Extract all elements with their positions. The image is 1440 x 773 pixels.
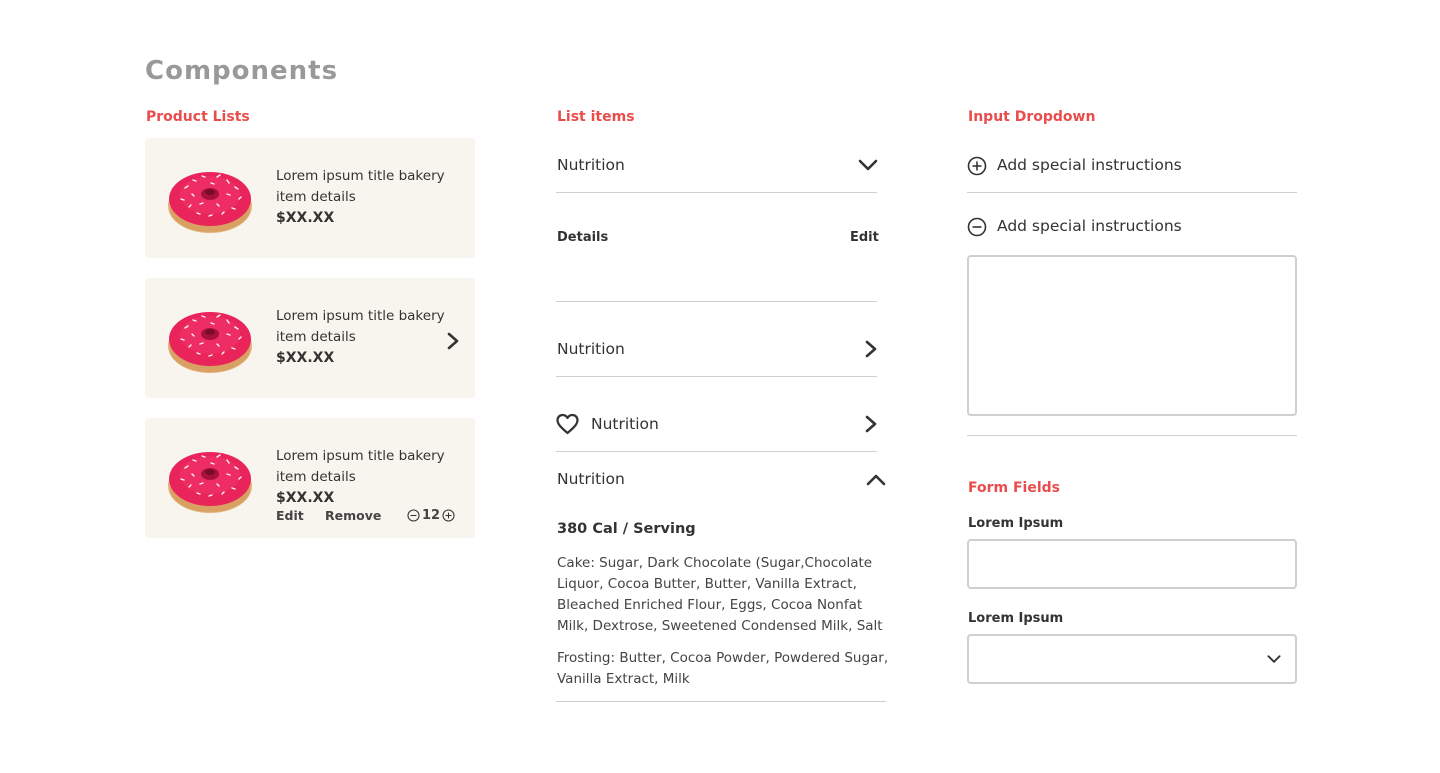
- divider: [967, 435, 1297, 436]
- list-item-nutrition-expanded[interactable]: Nutrition: [557, 470, 625, 488]
- product-price: $XX.XX: [276, 350, 335, 366]
- plus-circle-icon[interactable]: [967, 156, 987, 176]
- chevron-down-icon: [1267, 653, 1281, 665]
- form-field-label: Lorem Ipsum: [968, 516, 1064, 531]
- product-card[interactable]: [145, 138, 475, 258]
- divider: [556, 301, 877, 302]
- form-field-label: Lorem Ipsum: [968, 611, 1064, 626]
- chevron-up-icon[interactable]: [866, 473, 886, 487]
- product-title: Lorem ipsum title bakery item details: [276, 448, 445, 485]
- divider: [556, 192, 877, 193]
- list-item-nutrition-favorite[interactable]: Nutrition: [591, 415, 659, 433]
- product-price: $XX.XX: [276, 490, 335, 506]
- details-label: Details: [557, 230, 609, 245]
- list-item-nutrition-collapsed[interactable]: Nutrition: [557, 156, 625, 174]
- special-instructions-textarea[interactable]: [967, 255, 1297, 416]
- product-card: [145, 418, 475, 538]
- divider: [556, 451, 877, 452]
- quantity-value: 12: [422, 508, 441, 523]
- section-label-product-lists: Product Lists: [146, 109, 250, 125]
- minus-circle-icon[interactable]: [407, 509, 420, 522]
- heart-icon[interactable]: [555, 413, 580, 435]
- product-card[interactable]: [145, 278, 475, 398]
- add-special-instructions-expanded[interactable]: Add special instructions: [997, 217, 1182, 235]
- edit-button[interactable]: Edit: [276, 508, 304, 523]
- page-title: Components: [145, 56, 339, 86]
- select-field[interactable]: [967, 634, 1297, 684]
- minus-circle-icon[interactable]: [967, 217, 987, 237]
- chevron-right-icon[interactable]: [863, 340, 879, 358]
- section-label-form-fields: Form Fields: [968, 480, 1060, 496]
- section-label-input-dropdown: Input Dropdown: [968, 109, 1096, 125]
- list-item-nutrition-link[interactable]: Nutrition: [557, 340, 625, 358]
- donut-image: [167, 164, 253, 234]
- remove-button[interactable]: Remove: [325, 508, 382, 523]
- product-price: $XX.XX: [276, 210, 335, 226]
- chevron-right-icon[interactable]: [445, 332, 461, 350]
- divider: [967, 192, 1297, 193]
- divider: [556, 376, 877, 377]
- product-title: Lorem ipsum title bakery item details: [276, 308, 445, 345]
- divider: [556, 701, 886, 702]
- details-edit-link[interactable]: Edit: [850, 230, 879, 245]
- text-input-field[interactable]: [967, 539, 1297, 589]
- cake-ingredients: Cake: Sugar, Dark Chocolate (Sugar,Chocolate Liquor, Cocoa Butter, Butter, Vanilla Extract, Bleached Enriched Flour, Eggs, Cocoa Nonfat Milk, Dextrose, Sweetened Condensed Milk, Salt: [557, 555, 883, 634]
- donut-image: [167, 444, 253, 514]
- plus-circle-icon[interactable]: [442, 509, 455, 522]
- donut-image: [167, 304, 253, 374]
- add-special-instructions-collapsed[interactable]: Add special instructions: [997, 156, 1182, 174]
- frosting-ingredients: Frosting: Butter, Cocoa Powder, Powdered Sugar, Vanilla Extract, Milk: [557, 650, 889, 687]
- quantity-stepper: [407, 508, 455, 523]
- calories-label: 380 Cal / Serving: [557, 521, 696, 537]
- chevron-right-icon[interactable]: [863, 415, 879, 433]
- product-title: Lorem ipsum title bakery item details: [276, 168, 445, 205]
- section-label-list-items: List items: [557, 109, 635, 125]
- chevron-down-icon[interactable]: [858, 158, 878, 172]
